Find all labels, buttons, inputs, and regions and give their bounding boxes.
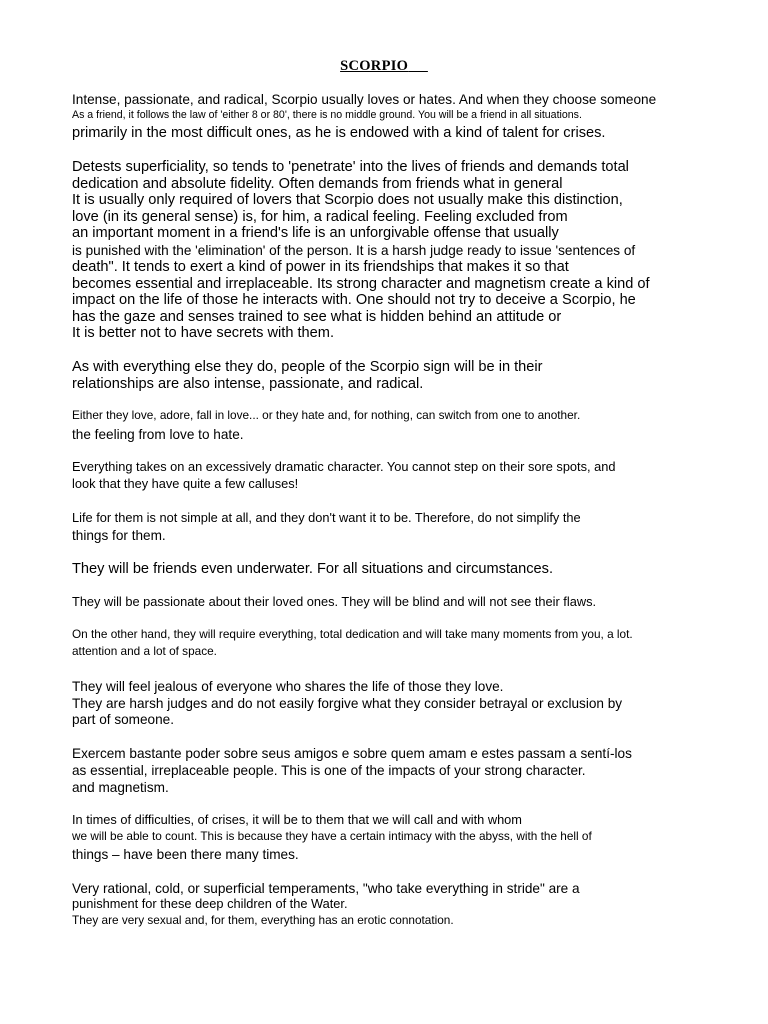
text-line: They will be friends even underwater. For all situations and circumstances. [72, 561, 554, 577]
text-line: relationships are also intense, passionate, and radical. [72, 376, 424, 392]
text-line: punishment for these deep children of the Water. [72, 896, 348, 911]
text-line: They are harsh judges and do not easily forgive what they consider betrayal or exclusion by [72, 696, 623, 711]
text-line: Exercem bastante poder sobre seus amigos e sobre quem amam e estes passam a sentí-los [72, 746, 632, 761]
text-line: They will feel jealous of everyone who shares the life of those they love. [72, 679, 504, 694]
text-line: has the gaze and senses trained to see what is hidden behind an attitude or [72, 309, 562, 325]
text-line: things for them. [72, 528, 166, 543]
text-line: part of someone. [72, 712, 175, 727]
text-line: They will be passionate about their loved ones. They will be blind and will not see their flaws. [72, 594, 597, 609]
text-line: death". It tends to exert a kind of power in its friendships that makes it so that [72, 259, 569, 275]
text-line: Very rational, cold, or superficial temperaments, "who take everything in stride" are a [72, 881, 580, 896]
text-line: They are very sexual and, for them, everything has an erotic connotation. [72, 913, 454, 927]
text-line: It is better not to have secrets with them. [72, 325, 334, 341]
text-line: love (in its general sense) is, for him, a radical feeling. Feeling excluded from [72, 209, 568, 225]
text-line: Either they love, adore, fall in love... or they hate and, for nothing, can switch from one to another. [72, 408, 581, 422]
text-line: an important moment in a friend's life is an unforgivable offense that usually [72, 225, 559, 241]
title-underline-trail [408, 58, 428, 74]
title-text: SCORPIO [340, 58, 409, 74]
text-line: attention and a lot of space. [72, 644, 217, 658]
text-line: On the other hand, they will require everything, total dedication and will take many moments from you, a lot. [72, 627, 633, 641]
text-line: Intense, passionate, and radical, Scorpio usually loves or hates. And when they choose someone [72, 92, 657, 107]
text-line: dedication and absolute fidelity. Often demands from friends what in general [72, 176, 563, 192]
text-line: Detests superficiality, so tends to 'penetrate' into the lives of friends and demands total [72, 159, 629, 175]
text-line: is punished with the 'elimination' of the person. It is a harsh judge ready to issue 'sentences of [72, 243, 636, 258]
text-line: primarily in the most difficult ones, as he is endowed with a kind of talent for crises. [72, 125, 606, 141]
text-line: things – have been there many times. [72, 847, 299, 862]
text-line: as essential, irreplaceable people. This is one of the impacts of your strong character. [72, 763, 586, 778]
text-line: It is usually only required of lovers that Scorpio does not usually make this distinction, [72, 192, 623, 208]
text-line: we will be able to count. This is because they have a certain intimacy with the abyss, with the hell of [72, 829, 592, 843]
text-line: becomes essential and irreplaceable. Its strong character and magnetism create a kind of [72, 276, 650, 292]
text-line: impact on the life of those he interacts with. One should not try to deceive a Scorpio, he [72, 292, 636, 308]
text-line: the feeling from love to hate. [72, 427, 244, 442]
text-line: Life for them is not simple at all, and they don't want it to be. Therefore, do not simplify the [72, 510, 581, 525]
document-title [0, 58, 768, 75]
text-line: As with everything else they do, people of the Scorpio sign will be in their [72, 359, 543, 375]
text-line: In times of difficulties, of crises, it will be to them that we will call and with whom [72, 812, 522, 827]
text-line: and magnetism. [72, 780, 169, 795]
text-line: look that they have quite a few calluses! [72, 476, 299, 491]
text-line: Everything takes on an excessively dramatic character. You cannot step on their sore spots, and [72, 459, 616, 474]
text-line: As a friend, it follows the law of 'either 8 or 80', there is no middle ground. You will be a friend in all situations. [72, 109, 582, 121]
